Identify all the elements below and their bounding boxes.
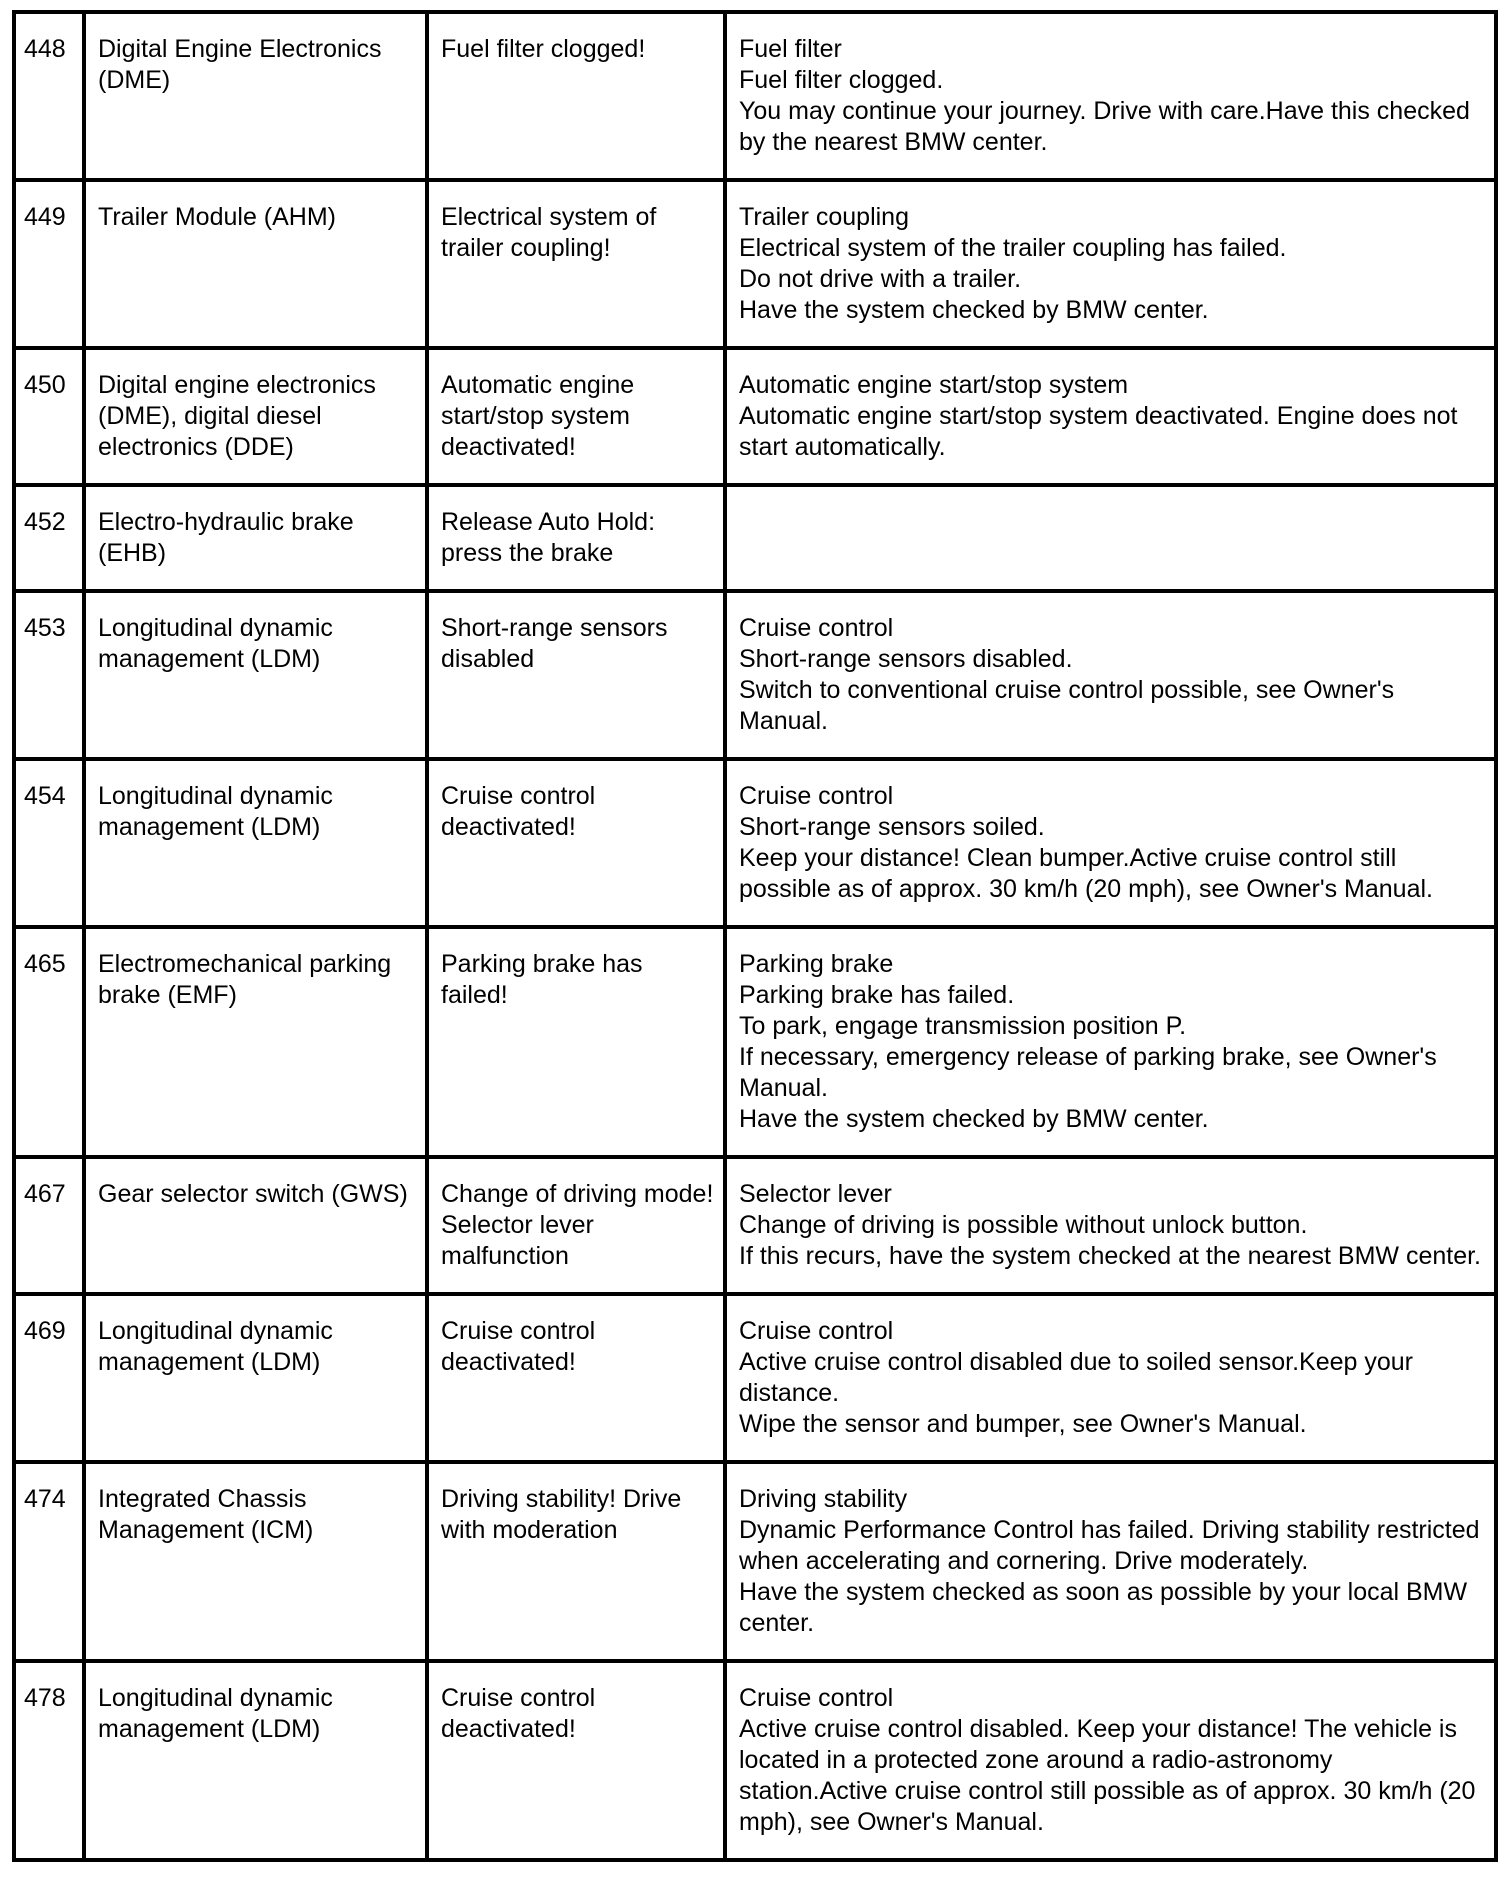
detail-cell: Driving stability Dynamic Performance Control has failed. Driving stability restricted when accelerating and cornering. Drive moderately. Have the system checked as soon as possible by your local BMW center. [725,1462,1496,1661]
table-row [14,1157,1496,1294]
control-unit-cell: Longitudinal dynamic management (LDM) [84,1661,427,1860]
detail-cell: Trailer coupling Electrical system of the trailer coupling has failed. Do not drive with a trailer. Have the system checked by BMW center. [725,180,1496,348]
code-cell: 469 [14,1294,84,1462]
message-cell: Automatic engine start/stop system deactivated! [427,348,725,485]
table-row [14,1661,1496,1860]
code-cell: 453 [14,591,84,759]
code-cell: 452 [14,485,84,591]
table-row [14,12,1496,180]
code-cell: 450 [14,348,84,485]
message-cell: Short-range sensors disabled [427,591,725,759]
table-row [14,927,1496,1157]
detail-cell: Cruise control Active cruise control disabled due to soiled sensor.Keep your distance. Wipe the sensor and bumper, see Owner's Manual. [725,1294,1496,1462]
table-row [14,1462,1496,1661]
detail-cell: Cruise control Short-range sensors disabled. Switch to conventional cruise control possible, see Owner's Manual. [725,591,1496,759]
table-row [14,485,1496,591]
message-cell: Cruise control deactivated! [427,759,725,927]
table-body [14,12,1496,1860]
detail-cell [725,485,1496,591]
message-cell: Cruise control deactivated! [427,1294,725,1462]
detail-cell: Selector lever Change of driving is possible without unlock button. If this recurs, have the system checked at the nearest BMW center. [725,1157,1496,1294]
code-cell: 449 [14,180,84,348]
control-unit-cell: Digital engine electronics (DME), digital diesel electronics (DDE) [84,348,427,485]
control-unit-cell: Trailer Module (AHM) [84,180,427,348]
control-unit-cell: Longitudinal dynamic management (LDM) [84,591,427,759]
detail-cell: Fuel filter Fuel filter clogged. You may continue your journey. Drive with care.Have this checked by the nearest BMW center. [725,12,1496,180]
code-cell: 478 [14,1661,84,1860]
detail-cell: Parking brake Parking brake has failed. To park, engage transmission position P. If necessary, emergency release of parking brake, see Owner's Manual. Have the system checked by BMW center. [725,927,1496,1157]
control-unit-cell: Longitudinal dynamic management (LDM) [84,1294,427,1462]
message-cell: Change of driving mode! Selector lever malfunction [427,1157,725,1294]
table-row [14,1294,1496,1462]
code-cell: 448 [14,12,84,180]
message-cell: Fuel filter clogged! [427,12,725,180]
check-control-table [12,10,1498,1862]
code-cell: 467 [14,1157,84,1294]
detail-cell: Cruise control Active cruise control disabled. Keep your distance! The vehicle is located in a protected zone around a radio-astronomy station.Active cruise control still possible as of approx. 30 km/h (20 mph), see Owner's Manual. [725,1661,1496,1860]
code-cell: 454 [14,759,84,927]
control-unit-cell: Digital Engine Electronics (DME) [84,12,427,180]
code-cell: 465 [14,927,84,1157]
message-cell: Parking brake has failed! [427,927,725,1157]
table-row [14,591,1496,759]
control-unit-cell: Gear selector switch (GWS) [84,1157,427,1294]
message-cell: Cruise control deactivated! [427,1661,725,1860]
table-row [14,180,1496,348]
code-cell: 474 [14,1462,84,1661]
control-unit-cell: Electro-hydraulic brake (EHB) [84,485,427,591]
detail-cell: Automatic engine start/stop system Automatic engine start/stop system deactivated. Engine does not start automatically. [725,348,1496,485]
control-unit-cell: Longitudinal dynamic management (LDM) [84,759,427,927]
table-row [14,759,1496,927]
table-row [14,348,1496,485]
message-cell: Driving stability! Drive with moderation [427,1462,725,1661]
message-cell: Electrical system of trailer coupling! [427,180,725,348]
message-cell: Release Auto Hold: press the brake [427,485,725,591]
control-unit-cell: Electromechanical parking brake (EMF) [84,927,427,1157]
document-page [12,10,1494,1862]
control-unit-cell: Integrated Chassis Management (ICM) [84,1462,427,1661]
detail-cell: Cruise control Short-range sensors soiled. Keep your distance! Clean bumper.Active cruise control still possible as of approx. 30 km/h (20 mph), see Owner's Manual. [725,759,1496,927]
